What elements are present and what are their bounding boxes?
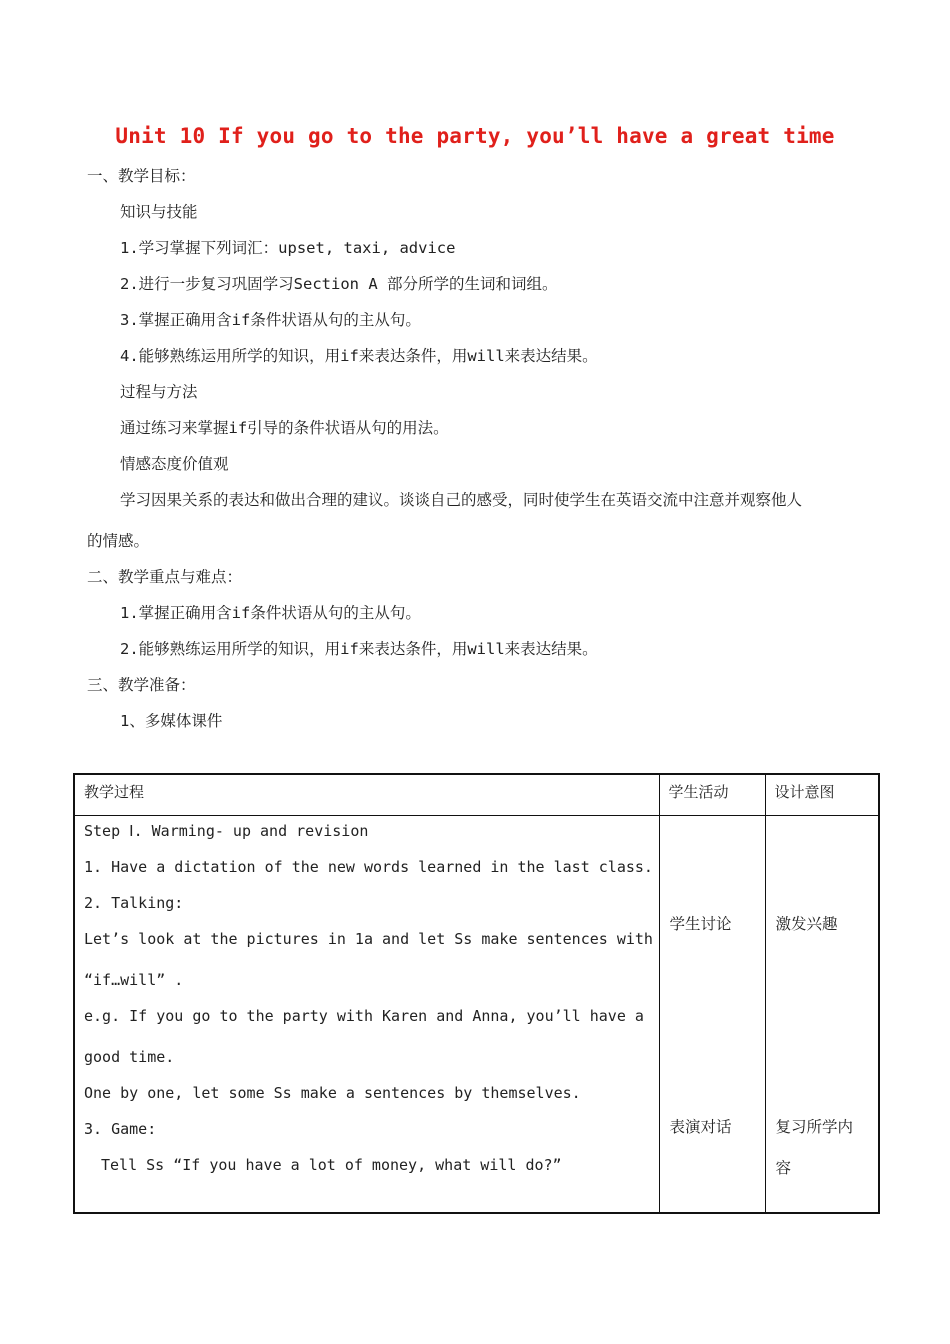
header-process: 教学过程 [84, 783, 145, 801]
emotion-text: 学习因果关系的表达和做出合理的建议。谈谈自己的感受，同时使学生在英语交流中注意并观察他人 [120, 491, 803, 509]
process-line: e.g. If you go to the party with Karen and Anna, you’ll have a [84, 1007, 644, 1025]
intent-cell [765, 816, 879, 1214]
preparation-item: 1、多媒体课件 [120, 712, 223, 730]
header-cell [74, 774, 659, 816]
activity-text: 学生讨论 [669, 915, 732, 933]
process-text: 通过练习来掌握if引导的条件状语从句的用法。 [120, 419, 449, 437]
process-line: Step Ⅰ. Warming- up and revision [84, 822, 369, 840]
emotion-text-continued: 的情感。 [87, 532, 150, 550]
document-title: Unit 10 If you go to the party, you’ll have a great time [115, 124, 835, 148]
intent-text: 容 [775, 1159, 792, 1177]
process-line: 3. Game: [84, 1120, 157, 1138]
process-line: good time. [84, 1048, 175, 1066]
key-point-item: 1.掌握正确用含if条件状语从句的主从句。 [120, 604, 421, 622]
process-line: Tell Ss “If you have a lot of money, what will do?” [101, 1156, 562, 1174]
process-cell [74, 816, 659, 1214]
table-row [74, 816, 879, 1214]
process-line: Let’s look at the pictures in 1a and let Ss make sentences with [84, 930, 653, 948]
process-line: “if…will” . [84, 971, 184, 989]
lesson-plan-table [73, 773, 880, 1214]
header-cell [765, 774, 879, 816]
table-header-row [74, 774, 879, 816]
key-points-heading: 二、教学重点与难点： [87, 568, 243, 586]
header-activity: 学生活动 [668, 783, 729, 801]
knowledge-heading: 知识与技能 [120, 203, 198, 221]
intent-text: 复习所学内 [775, 1118, 854, 1136]
objectives-heading: 一、教学目标： [87, 167, 196, 185]
activity-text: 表演对话 [669, 1118, 732, 1136]
objective-item: 4.能够熟练运用所学的知识，用if来表达条件，用will来表达结果。 [120, 347, 598, 365]
objective-item: 1.学习掌握下列词汇：upset, taxi, advice [120, 239, 456, 257]
process-line: 1. Have a dictation of the new words learned in the last class. [84, 858, 653, 876]
process-heading: 过程与方法 [120, 383, 198, 401]
intent-text: 激发兴趣 [775, 915, 838, 933]
key-point-item: 2.能够熟练运用所学的知识，用if来表达条件，用will来表达结果。 [120, 640, 598, 658]
header-cell [659, 774, 765, 816]
preparation-heading: 三、教学准备： [87, 676, 196, 694]
header-intent: 设计意图 [774, 783, 835, 801]
emotion-heading: 情感态度价值观 [120, 455, 229, 473]
process-line: One by one, let some Ss make a sentences by themselves. [84, 1084, 581, 1102]
activity-cell [659, 816, 765, 1214]
objective-item: 3.掌握正确用含if条件状语从句的主从句。 [120, 311, 421, 329]
process-line: 2. Talking: [84, 894, 184, 912]
objective-item: 2.进行一步复习巩固学习Section A 部分所学的生词和词组。 [120, 275, 558, 293]
